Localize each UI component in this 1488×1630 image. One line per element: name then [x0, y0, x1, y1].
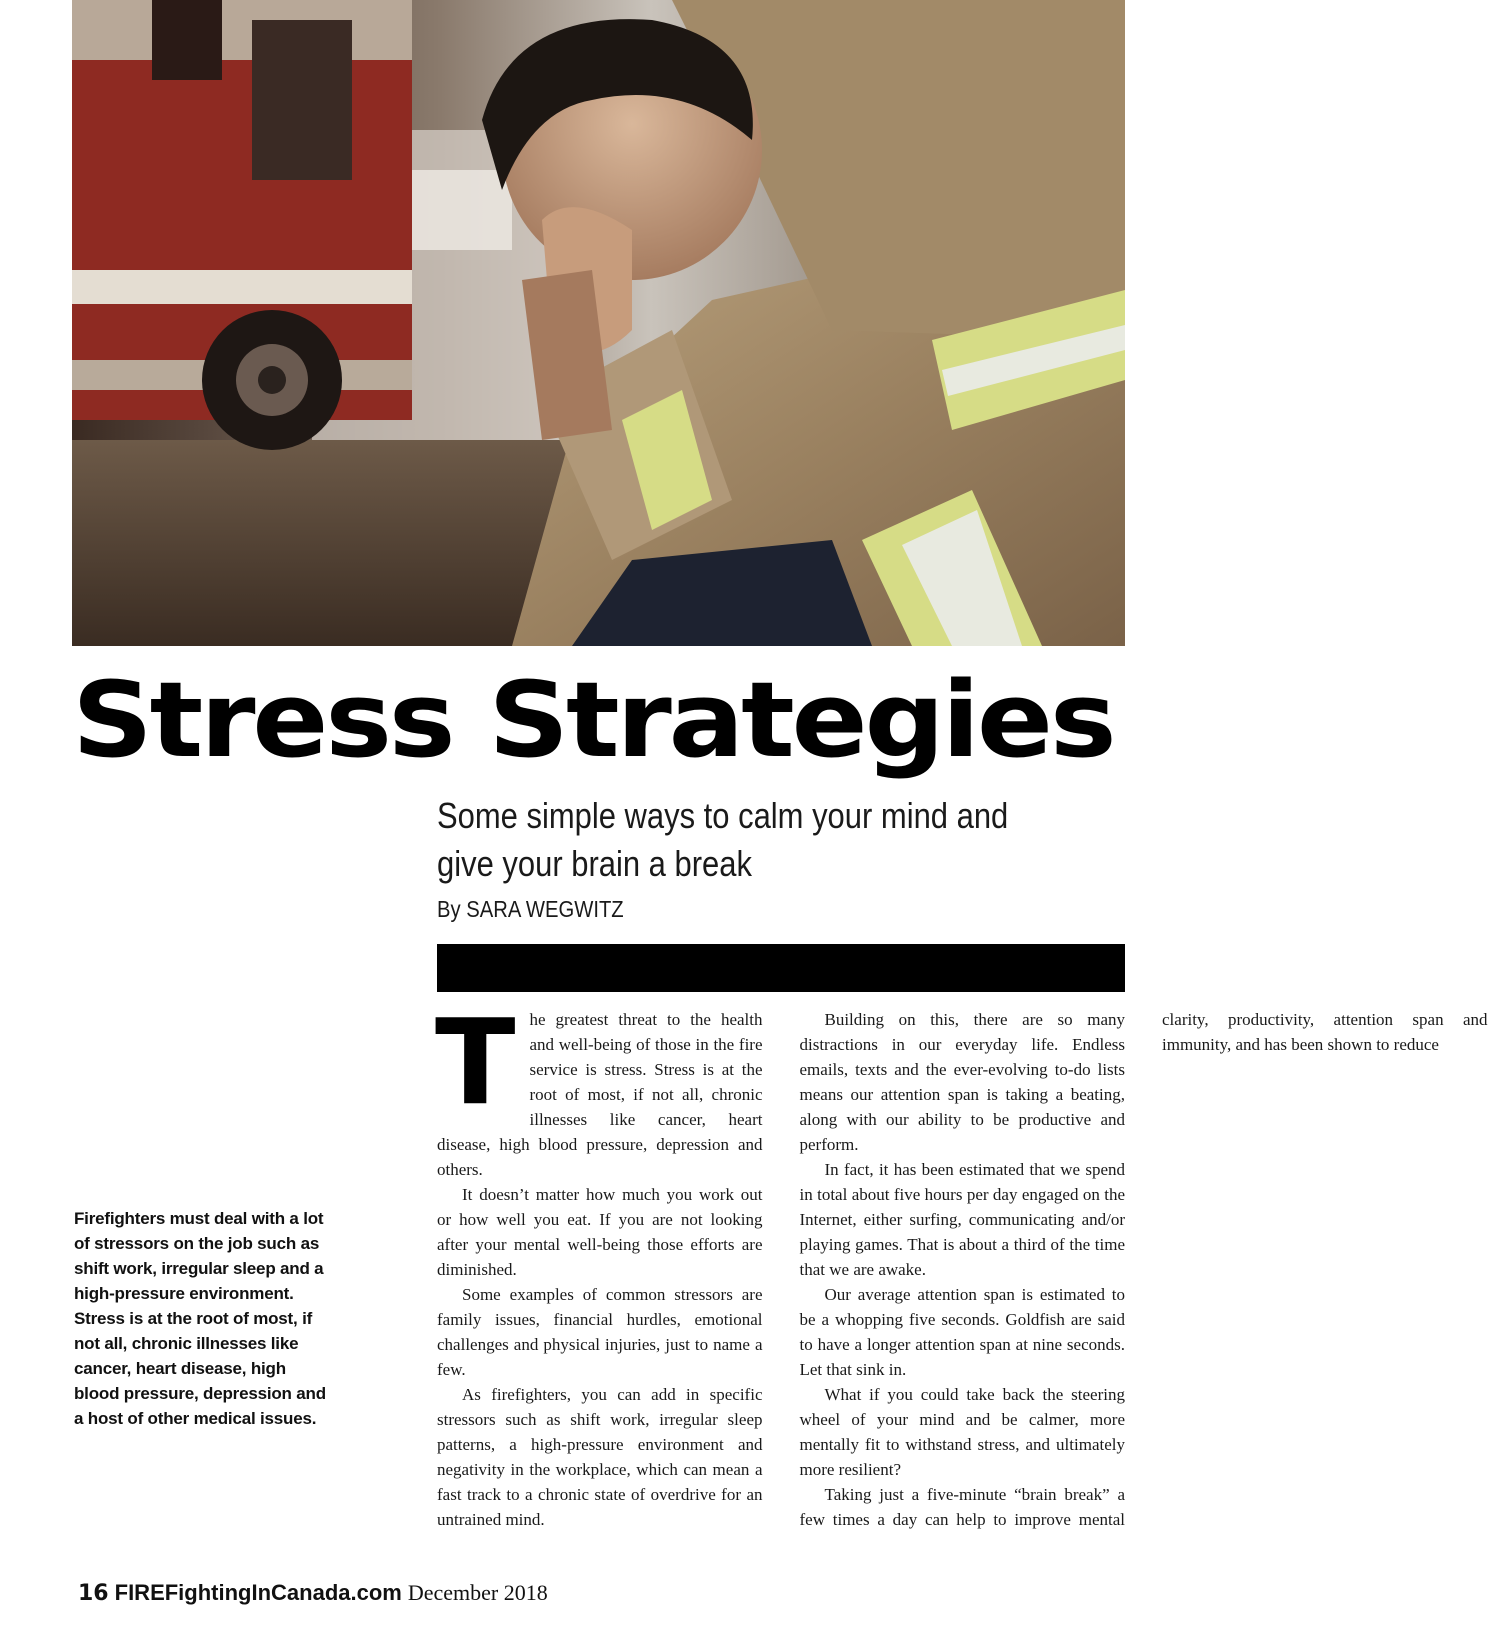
- article-paragraph-4: As firefighters, you can add in specific stressors such as shift work, irregular sleep patterns, a high-pressure environment and negativity in the workplace, which can mean a fast track to a chronic state of overdrive for an untrained mind.: [437, 1385, 763, 1529]
- black-divider-bar: [437, 944, 1125, 992]
- issue-date: December 2018: [407, 1580, 548, 1605]
- article-title: Stress Strategies: [72, 659, 1114, 781]
- publication-website: FIREFightingInCanada.com: [114, 1580, 402, 1605]
- article-paragraph-6: In fact, it has been estimated that we spend in total about five hours per day engaged on the Internet, either surfing, communicating and/or playing games. That is about a third of the time that we are awake.: [799, 1160, 1125, 1279]
- article-paragraph-8: What if you could take back the steering wheel of your mind and be calmer, more mentally fit to withstand stress, and ultimately more resilient?: [799, 1385, 1125, 1479]
- paragraph-text: he greatest threat to the health and well-being of those in the fire service is stress. Stress is at the root of most, if not all, chronic illnesses like cancer, heart disease, high blood pressure, depression and others.: [437, 1010, 763, 1179]
- article-paragraph-1: [435, 993, 763, 1182]
- article-paragraph-5: Building on this, there are so many distractions in our everyday life. Endless emails, texts and the ever-evolving to-do lists means our attention span is taking a beating, along with our ability to be productive and perform.: [799, 1010, 1125, 1154]
- hero-photo: [72, 0, 1125, 646]
- byline: By SARA WEGWITZ: [437, 896, 624, 922]
- article-paragraph-7: Our average attention span is estimated to be a whopping five seconds. Goldfish are said to have a longer attention span at nine seconds. Let that sink in.: [799, 1285, 1125, 1379]
- photo-caption: Firefighters must deal with a lot of stressors on the job such as shift work, irregular sleep and a high-pressure environment. Stress is at the root of most, if not all, chronic illnesses like cancer, heart disease, high blood pressure, depression and a host of other medical issues.: [74, 1209, 326, 1428]
- article-subtitle: Some simple ways to calm your mind and give your brain a break: [437, 795, 1009, 884]
- page-footer: [78, 1578, 548, 1609]
- article-body: [435, 993, 1488, 1557]
- article-paragraph-3: Some examples of common stressors are family issues, financial hurdles, emotional challenges and physical injuries, just to name a few.: [437, 1285, 763, 1379]
- drop-cap: T: [435, 993, 516, 1131]
- article-paragraph-9: Taking just a five-minute “brain break” a few times a day can help to improve mental clarity, productivity, attention span and immunity, and has been shown to reduce: [799, 1010, 1488, 1529]
- firefighter-photo: [72, 0, 1125, 646]
- page-number: 16: [78, 1581, 109, 1606]
- article-paragraph-2: It doesn’t matter how much you work out or how well you eat. If you are not looking after your mental well-being those efforts are diminished.: [437, 1185, 763, 1279]
